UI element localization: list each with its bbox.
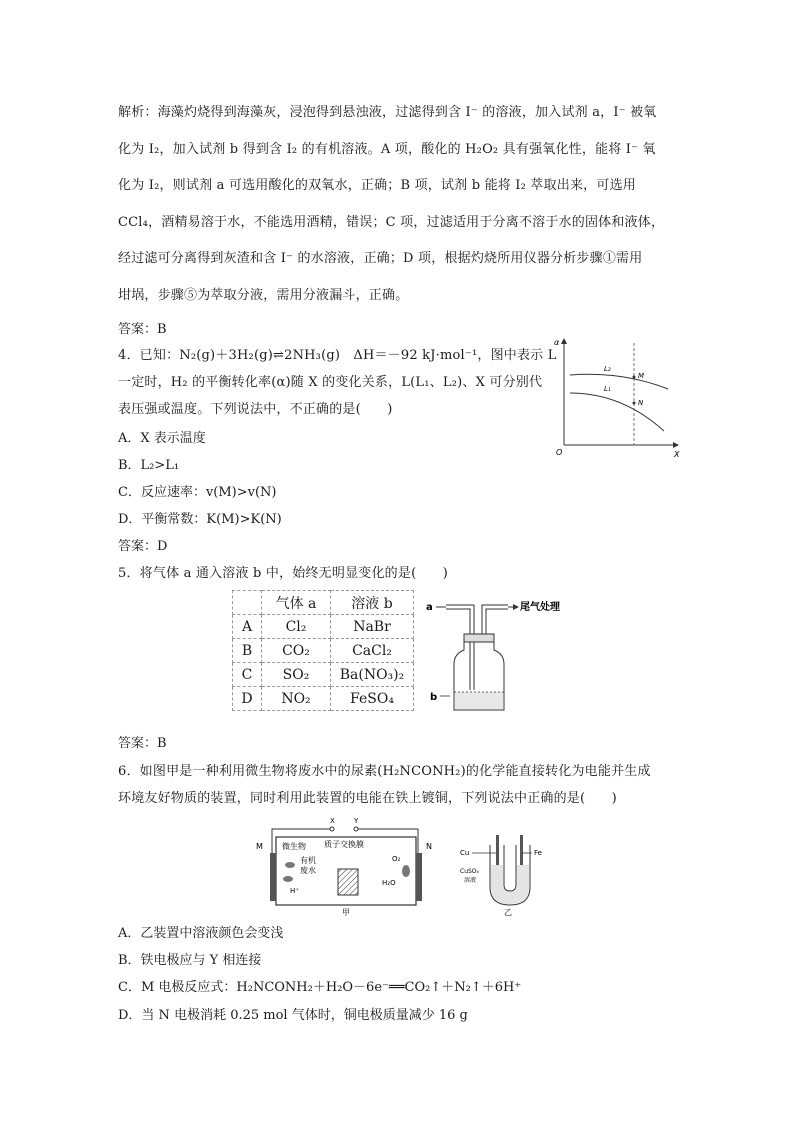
q4-y-axis-label: α <box>554 338 560 347</box>
table-cell: Cl₂ <box>262 615 331 639</box>
cuso4-label: CuSO₄ <box>460 868 479 875</box>
electrode-m-label: M <box>256 842 263 851</box>
organic-label: 有机 <box>300 856 316 865</box>
terminal-x-label: X <box>330 817 335 825</box>
solution-label: 溶液 <box>464 877 477 884</box>
analysis-line-4: CCl₄，酒精易溶于水，不能选用酒精，错误；C 项，过滤适用于分离不溶于水的固体和液体， <box>118 215 665 230</box>
q4-graph <box>552 333 692 463</box>
proton-exchange-membrane <box>338 869 358 895</box>
electrode-n-label: N <box>426 842 432 851</box>
table-cell: FeSO₄ <box>331 687 414 711</box>
figure-jia-caption: 甲 <box>342 908 350 917</box>
q4-option-c: C．反应速率：v(M)>v(N) <box>118 485 277 500</box>
q4-curve-l1-label: L₁ <box>604 385 611 393</box>
q4-point-m-label: M <box>638 372 645 380</box>
table-cell: D <box>233 687 262 711</box>
q4-point-n <box>633 402 636 405</box>
q6-stem-line-1: 6．如图甲是一种利用微生物将废水中的尿素(H₂NCONH₂)的化学能直接转化为电能并生成 <box>118 764 651 779</box>
wastewater-label: 废水 <box>300 866 316 875</box>
analysis-line-5: 经过滤可分离得到灰渣和含 I⁻ 的水溶液，正确；D 项，根据灼烧所用仪器分析步骤①需用 <box>118 251 643 266</box>
q4-option-d: D．平衡常数：K(M)>K(N) <box>118 512 282 527</box>
membrane-label: 质子交换膜 <box>324 840 364 849</box>
table-cell: CO₂ <box>262 639 331 663</box>
table-row <box>233 615 414 639</box>
q4-x-axis-label: X <box>674 450 680 459</box>
u-tube-inner <box>504 845 516 891</box>
q6-option-a: A．乙装置中溶液颜色会变浅 <box>118 926 284 941</box>
cu-label: Cu <box>460 849 470 857</box>
electrode-n <box>416 853 422 901</box>
table-cell: SO₂ <box>262 663 331 687</box>
q4-stem-line-1: 4．已知：N₂(g)＋3H₂(g)⇌2NH₃(g) ΔH＝－92 kJ·mol⁻¹，图中表示 L <box>118 348 557 363</box>
u-tube-solution <box>491 865 529 904</box>
h-ion-label: H⁺ <box>290 887 299 895</box>
q5-outlet-label: 尾气处理 <box>520 602 560 613</box>
o2-label: O₂ <box>392 855 401 863</box>
q5-table <box>232 590 414 711</box>
table-header-cell <box>233 591 262 615</box>
q5-inlet-label: a <box>426 602 433 613</box>
q5-answer: 答案：B <box>118 736 167 751</box>
table-cell: B <box>233 639 262 663</box>
q6-figure-jia <box>250 813 446 917</box>
q5-solution-label: b <box>430 692 438 703</box>
q4-option-a: A．X 表示温度 <box>118 431 206 446</box>
q6-stem-line-2: 环境友好物质的装置，同时利用此装置的电能在铁上镀铜，下列说法中正确的是( ) <box>118 791 617 806</box>
table-cell: C <box>233 663 262 687</box>
q5-apparatus <box>424 594 584 718</box>
q5-stem: 5．将气体 a 通入溶液 b 中，始终无明显变化的是( ) <box>118 566 449 581</box>
q6-figure-yi <box>460 825 560 917</box>
q4-point-n-label: N <box>638 399 644 407</box>
table-cell: NO₂ <box>262 687 331 711</box>
q4-curve-l1 <box>570 393 664 431</box>
h2o-label: H₂O <box>382 879 396 887</box>
fe-label: Fe <box>534 849 542 857</box>
table-cell: A <box>233 615 262 639</box>
table-row <box>233 663 414 687</box>
q4-option-b: B．L₂>L₁ <box>118 458 180 473</box>
liquid-level <box>455 692 503 709</box>
electrode-m <box>270 853 276 901</box>
table-header-cell: 溶液 b <box>331 591 414 615</box>
table-cell: NaBr <box>331 615 414 639</box>
table-cell: Ba(NO₃)₂ <box>331 663 414 687</box>
analysis-line-3: 化为 I₂，则试剂 a 可选用酸化的双氧水，正确；B 项，试剂 b 能将 I₂ 萃取出来，可选用 <box>118 178 636 193</box>
table-row <box>233 687 414 711</box>
analysis-line-6: 坩埚，步骤⑤为萃取分液，需用分液漏斗，正确。 <box>118 288 409 303</box>
q4-point-m <box>633 376 636 379</box>
q4-answer: 答案：D <box>118 539 168 554</box>
q4-curve-l2-label: L₂ <box>604 365 611 373</box>
analysis-line-1: 解析：海藻灼烧得到海藻灰，浸泡得到悬浊液，过滤得到含 I⁻ 的溶液，加入试剂 a，I⁻ 被氧 <box>118 105 657 120</box>
terminal-y-label: Y <box>354 817 359 825</box>
q4-origin-label: O <box>556 448 563 457</box>
table-row <box>233 639 414 663</box>
q4-stem-line-2: 一定时，H₂ 的平衡转化率(α)随 X 的变化关系，L(L₁、L₂)、X 可分别代 <box>118 375 543 390</box>
q6-option-b: B．铁电极应与 Y 相连接 <box>118 953 262 968</box>
microbe-label: 微生物 <box>282 842 306 851</box>
figure-yi-caption: 乙 <box>504 908 512 917</box>
table-cell: CaCl₂ <box>331 639 414 663</box>
table-row <box>233 591 414 615</box>
analysis-line-2: 化为 I₂，加入试剂 b 得到含 I₂ 的有机溶液。A 项，酸化的 H₂O₂ 具有强氧化性，能将 I⁻ 氧 <box>118 142 656 157</box>
answer-3: 答案：B <box>118 322 167 337</box>
q6-option-d: D．当 N 电极消耗 0.25 mol 气体时，铜电极质量减少 16 g <box>118 1008 468 1023</box>
q4-curve-l2 <box>570 374 668 389</box>
table-header-cell: 气体 a <box>262 591 331 615</box>
q4-stem-line-3: 表压强或温度。下列说法中，不正确的是( ) <box>118 402 393 417</box>
q6-option-c: C．M 电极反应式：H₂NCONH₂＋H₂O－6e⁻══CO₂↑＋N₂↑＋6H⁺ <box>118 980 522 995</box>
